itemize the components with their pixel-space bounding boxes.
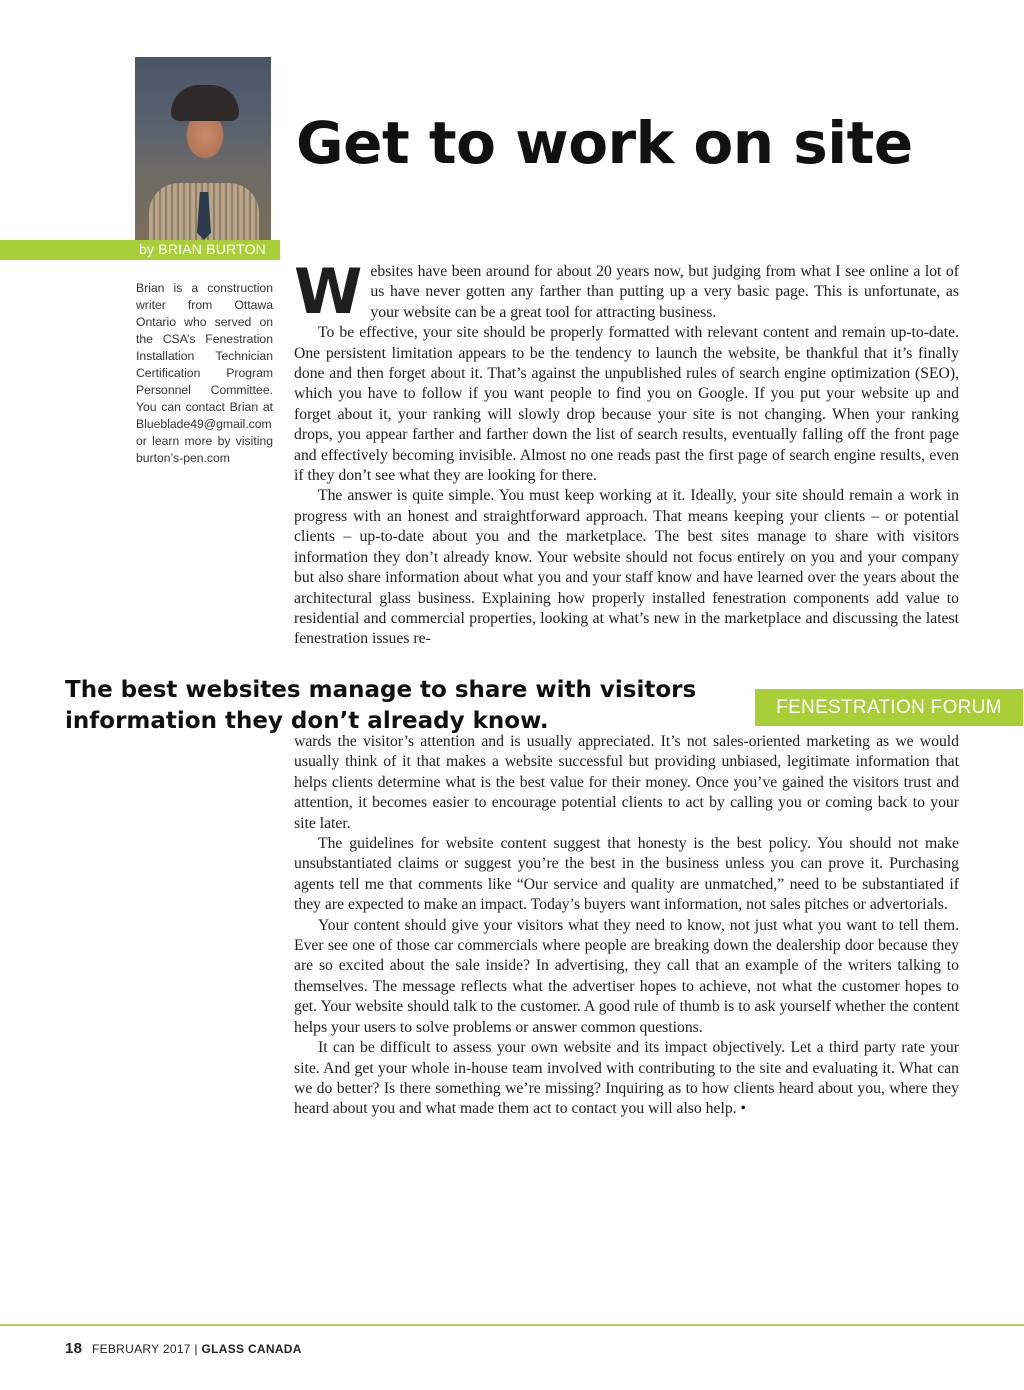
author-bio: Brian is a construction writer from Ottawa Ontario who served on the CSA’s Fenestration Installation Technician Certification Program Personnel Committee. You can contact Brian at Blueblade49@gmail.com or learn more by visiting burton’s-pen.com [136, 281, 273, 465]
publication-name: GLASS CANADA [201, 1342, 302, 1356]
footer-rule [0, 1324, 1024, 1326]
paragraph-2: To be effective, your site should be properly formatted with relevant content and remain up-to-date. One persistent limitation appears to be the tendency to launch the website, be thankful that it’s finally done and then forget about it. That’s against the unpublished rules of search engine optimization (SEO), which you have to follow if you want people to find you on Google. If you put your website up and forget about it, your ranking will slowly drop because your site is not changing. When your ranking drops, you appear farther and farther down the list of search results, eventually falling off the front page and effectively becoming invisible. Almost no one reads past the first page of search engine results, even if they don’t see what they are looking for there. [294, 324, 959, 485]
paragraph-6: Your content should give your visitors what they need to know, not just what you want to tell them. Ever see one of those car commercials where people are breaking down the dealership door because they are so excited about the sale inside? In advertising, they call that an example of the writers talking to themselves. The message reflects what the advertiser hopes to achieve, not what the customer hopes to get. Your website should talk to the customer. A good rule of thumb is to ask yourself whether the content helps your users to solve problems or answer common questions. [294, 916, 959, 1036]
byline: by BRIAN BURTON [139, 241, 266, 257]
page-number: 18 [65, 1340, 83, 1357]
pull-quote: The best websites manage to share with visitors information they don’t already know. [65, 677, 697, 734]
drop-cap: W [294, 255, 363, 328]
paragraph-5: The guidelines for website content suggest that honesty is the best policy. You should not make unsubstantiated claims or suggest you’re the best in the business unless you can prove it. Purchasing agents tell me that comments like “Our service and quality are unmatched,” need to be substantiated if they are expected to make an impact. Today’s buyers want information, not sales pitches or advertorials. [294, 835, 959, 914]
article-title: Get to work on site [296, 109, 913, 177]
issue-date: FEBRUARY 2017 | [91, 1342, 198, 1356]
paragraph-1-text: ebsites have been around for about 20 years now, but judging from what I see online a lot of us have never gotten any farther than putting up a very basic page. This is unfortunate, as your website can be a great tool for attracting business. [370, 263, 959, 321]
article-body-bottom [294, 732, 959, 1120]
author-photo-hair [171, 85, 239, 121]
section-tag: FENESTRATION FORUM [755, 689, 1023, 726]
page-footer [65, 1340, 302, 1357]
paragraph-1 [294, 255, 959, 328]
paragraph-7: It can be difficult to assess your own website and its impact objectively. Let a third party rate your site. And get your whole in-house team involved with contributing to the site and evaluating it. What can we do better? Is there something we’re missing? Inquiring as to how clients heard about you, where they heard about you and what made them act to contact you will also help. • [294, 1039, 959, 1118]
byline-bar [0, 240, 280, 260]
paragraph-3: The answer is quite simple. You must keep working at it. Ideally, your site should remain a work in progress with an honest and straightforward approach. That means keeping your clients – or potential clients – up-to-date about you and the marketplace. The best sites manage to share with visitors information they don’t already know. Your website should not focus entirely on you and your company but also share information about what you and your staff know and have learned over the years about the architectural glass business. Explaining how properly installed fenestration components add value to residential and commercial properties, looking at what’s new in the marketplace and discussing the latest fenestration issues re- [294, 487, 959, 648]
article-body-top [294, 255, 959, 650]
author-photo [135, 57, 271, 240]
paragraph-4: wards the visitor’s attention and is usually appreciated. It’s not sales-oriented marketing as we would usually think of it that makes a website successful but providing unbiased, legitimate information that helps clients determine what is the best value for their money. Once you’ve gained the visitors trust and attention, it becomes easier to encourage potential clients to act by calling you or coming back to your site later. [294, 733, 959, 832]
